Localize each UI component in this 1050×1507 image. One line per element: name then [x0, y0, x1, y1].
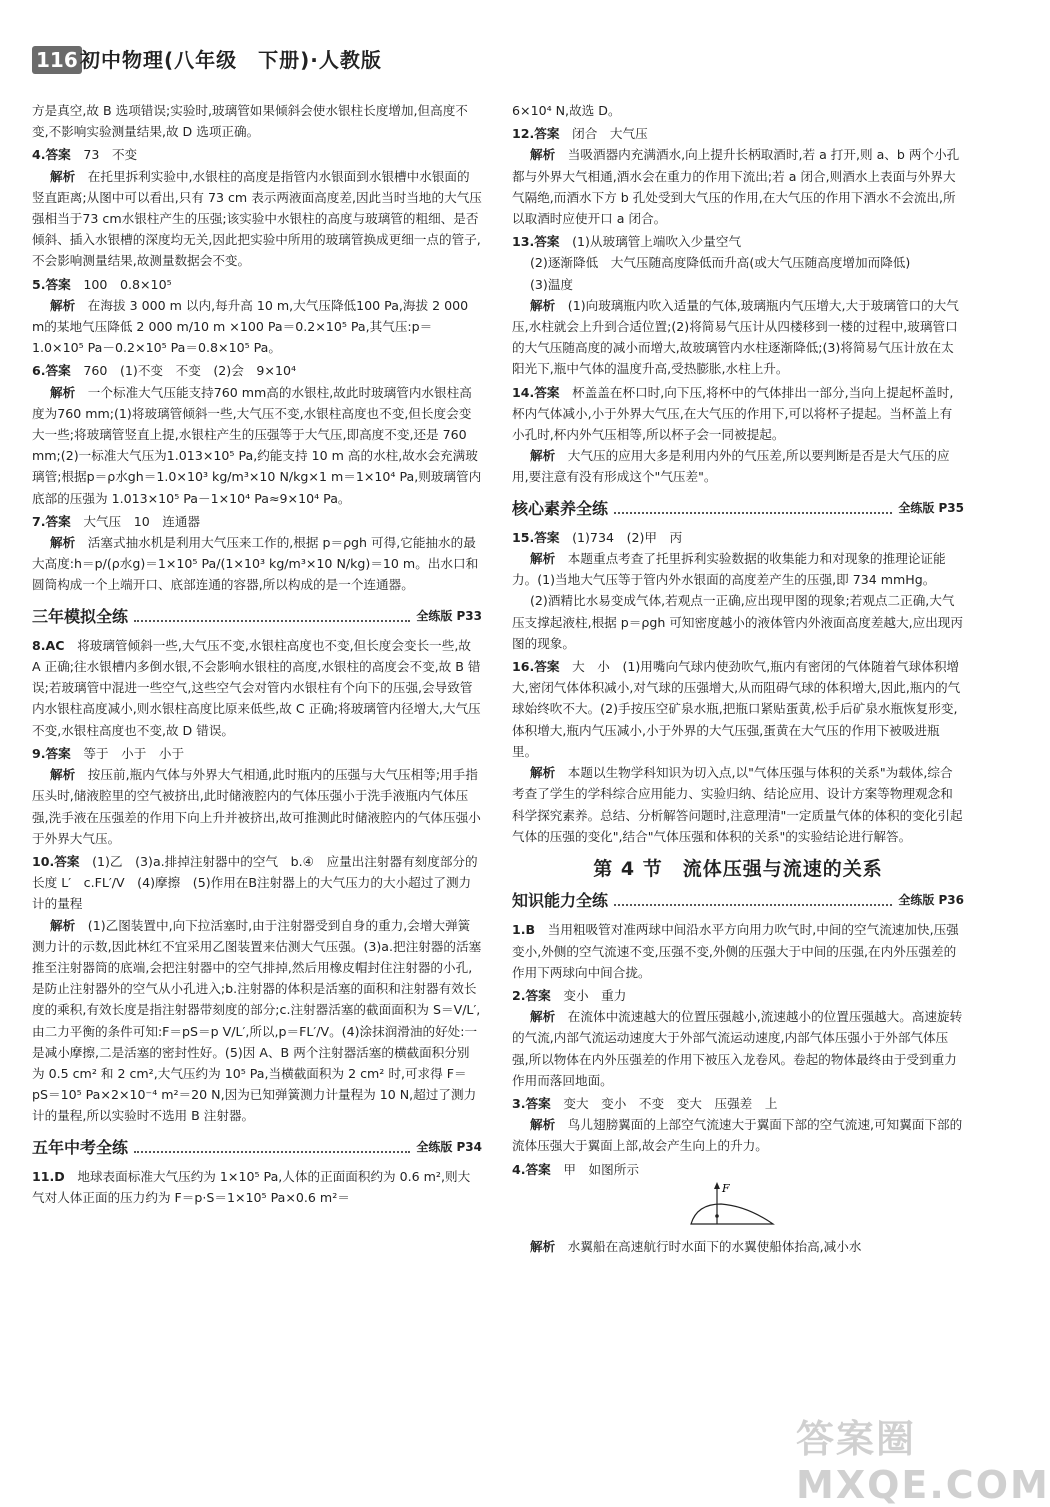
answer-item-4: 4.答案 73 不变 解析 在托里拆利实验中,水银柱的高度是指管内水银面到水银槽中水银面的竖直距离;从图中可以看出,只有 73 cm 表示两液面高度差,因此当时当地的大气压强相当于73 cm水银柱产生的压强;该实验中水银柱的高度与玻璃管的粗细、是否倾斜、插入水银槽的深度均无关,因此把实验中所用的玻璃管换成更细一点的管子,不会影响测量结果,故测量数据会不变。	[32, 147, 482, 269]
answer-item-11: 11.D 地球表面标准大气压约为 1×10⁵ Pa,人体的正面面积约为 0.6 m²,则大气对人体正面的压力约为 F＝p·S＝1×10⁵ Pa×0.6 m²＝	[32, 1168, 471, 1205]
answer-item-1: 1.B 当用粗吸管对准两球中间沿水平方向用力吹气时,中间的空气流速加快,压强变小,外侧的空气流速不变,压强不变,外侧的压强大于中间的压强,在内外压强差的作用下两球向中间合拢。	[512, 922, 959, 980]
answer-item-2: 2.答案 变小 重力 解析 在流体中流速越大的位置压强越小,流速越小的位置压强越大。高速旋转的气流,内部气流运动速度大于外部气流运动速度,内部气体压强小于外部气体压强,所以物体在内外压强差的作用下被压入龙卷风。卷起的物体最终由于受到重力作用而落回地面。	[512, 987, 963, 1088]
answer-item-5: 5.答案 100 0.8×10⁵ 解析 在海拔 3 000 m 以内,每升高 10 m,大气压降低100 Pa,海拔 2 000 m的某地气压降低 2 000 m/10 m ×100 Pa＝0.2×10⁵ Pa,其气压:p＝1.0×10⁵ Pa－0.2×10⁵ Pa＝0.8×10⁵ Pa。	[32, 276, 469, 356]
answer-item-6: 6.答案 760 (1)不变 不变 (2)会 9×10⁴ 解析 一个标准大气压能支持760 mm高的水银柱,故此时玻璃管内水银柱高度为760 mm;(1)将玻璃管倾斜一些,大气压不变,水银柱高度也不变,但长度会变大一些;将玻璃管竖直上提,水银柱产生的压强等于大气压,即高度不变,还是 760 mm;(2)一标准大气压为1.013×10⁵ Pa,约能支持 10 m 高的水柱,故水会充满玻璃管;根据p＝ρ水gh＝1.0×10³ kg/m³×10 N/kg×1 m＝1×10⁴ Pa,则玻璃管内底部的压强为 1.013×10⁵ Pa－1×10⁴ Pa≈9×10⁴ Pa。	[32, 363, 482, 506]
book-title: 初中物理(八年级 下册)·人教版	[80, 48, 382, 72]
section-header-zhishi: 知识能力全练 全练版 P36	[512, 891, 964, 911]
section-header-sannian: 三年模拟全练 全练版 P33	[32, 606, 482, 626]
section-header-hexin: 核心素养全练 全练版 P35	[512, 498, 964, 518]
answer-item-13: 13.答案 (1)从玻璃管上端吹入少量空气 (2)逐渐降低 大气压随高度降低而升高(或大气压随高度增加而降低) (3)温度 解析 (1)向玻璃瓶内吹入适量的气体,玻璃瓶内气压增大,大于玻璃管口的大气压,水柱就会上升到合适位置;(2)将简易气压计从四楼移到一楼的过程中,玻璃管口的大气压随高度的减小而增大,故玻璃管内水柱逐渐降低;(3)将简易气压计放在太阳光下,瓶中气体的温度升高,受热膨胀,水柱上升。	[512, 234, 959, 377]
answer-item-8: 8.AC 将玻璃管倾斜一些,大气压不变,水银柱高度也不变,但长度会变长一些,故 A 正确;往水银槽内多倒水银,不会影响水银柱的高度,水银柱的高度会不变,故 B 错误;若玻璃管中混进一些空气,这些空气会对管内水银柱有个向下的压强,会导致管内水银柱高度减小,则水银柱高度比原来低些,故 C 正确;将玻璃管内径增大,大气压不变,水银柱高度也不变,故 D 错误。	[32, 637, 481, 738]
left-column	[32, 100, 482, 1210]
hydrofoil-figure	[512, 1180, 964, 1236]
answer-paragraph: 方是真空,故 B 选项错误;实验时,玻璃管如果倾斜会使水银柱长度增加,但高度不变,不影响实验测量结果,故 D 选项正确。	[32, 103, 468, 140]
answer-item-15: 15.答案 (1)734 (2)甲 丙 解析 本题重点考查了托里拆利实验数据的收集能力和对现象的推理论证能力。(1)当地大气压等于管内外水银面的高度差产生的压强,即 734 mmHg。 (2)酒精比水易变成气体,若观点一正确,应出现甲图的现象;若观点二正确,大气压支撑起液柱,根据 p＝ρgh 可知密度越小的液体管内外液面高度差越大,应出现丙图的现象。	[512, 529, 963, 651]
watermark: 答案圈 MXQE.COM	[796, 1417, 1050, 1507]
answer-paragraph: 6×10⁴ N,故选 D。	[512, 103, 621, 118]
wing-diagram-icon	[687, 1180, 777, 1236]
answer-item-9: 9.答案 等于 小于 小于 解析 按压前,瓶内气体与外界大气相通,此时瓶内的压强与大气压相等;用手指压头时,储液腔里的空气被挤出,此时储液腔内的气体压强小于洗手液瓶内气体压强,洗手液在压强差的作用下向上升并被挤出,故可推测此时储液腔内的气体压强小于外界大气压。	[32, 745, 481, 846]
chapter-title: 第 4 节 流体压强与流速的关系	[593, 857, 883, 880]
answer-item-3: 3.答案 变大 变小 不变 变大 压强差 上 解析 鸟儿翅膀翼面的上部空气流速大于翼面下部的空气流速,可知翼面下部的流体压强大于翼面上部,故会产生向上的升力。	[512, 1095, 963, 1154]
answer-item-10: 10.答案 (1)乙 (3)a.排掉注射器中的空气 b.④ 应量出注射器有刻度部分的长度 L′ c.FL′/V (4)摩擦 (5)作用在B注射器上的大气压力的大小超过了测力计的量程 解析 (1)乙图装置中,向下拉活塞时,由于注射器受到自身的重力,会增大弹簧测力计的示数,因此林红不宜采用乙图装置来估测大气压强。(3)a.把注射器的活塞推至注射器筒的底端,会把注射器中的空气排掉,然后用橡皮帽封住注射器的小孔,是防止注射器外的空气从小孔进入;b.注射器的体积是活塞的面积和注射器有效长度的乘积,有效长度是指注射器带刻度的部分;c.注射器活塞的截面面积为 S＝V/L′,由二力平衡的条件可知:F＝pS＝p V/L′,所以,p＝FL′/V。(4)涂抹润滑油的好处:一是减小摩擦,二是活塞的密封性好。(5)因 A、B 两个注射器活塞的横截面积分别为 0.5 cm² 和 2 cm²,大气压约为 10⁵ Pa,当横截面积为 2 cm² 时,可求得 F＝pS＝10⁵ Pa×2×10⁻⁴ m²＝20 N,因为已知弹簧测力计量程为 10 N,超过了测力计的量程,所以实验时不选用 B 注射器。	[32, 853, 482, 1124]
answer-item-7: 7.答案 大气压 10 连通器 解析 活塞式抽水机是利用大气压来工作的,根据 p＝ρgh 可得,它能抽水的最大高度:h＝p/(ρ水g)＝1×10⁵ Pa/(1×10³ kg/m³×10 N/kg)＝10 m。出水口和圆筒构成一个上端开口、底部连通的容器,所以构成的是一个连通器。	[32, 513, 479, 593]
force-label: F	[722, 1181, 730, 1195]
right-column	[512, 100, 964, 1259]
page-header	[32, 42, 972, 82]
section-header-wunian: 五年中考全练 全练版 P34	[32, 1137, 482, 1157]
answer-item-14: 14.答案 杯盖盖在杯口时,向下压,将杯中的气体排出一部分,当向上提起杯盖时,杯内气体减小,小于外界大气压,在大气压的作用下,可以将杯子提起。当杯盖上有小孔时,杯内外气压相等,所以杯子会一同被提起。 解析 大气压的应用大多是利用内外的气压差,所以要判断是否是大气压的应用,要注意有没有形成这个"气压差"。	[512, 384, 954, 485]
answer-item-4: 4.答案 甲 如图所示 F 解析 水翼船在高速航行时水面下的水翼使船体抬高,减小水	[512, 1159, 964, 1257]
answer-item-16: 16.答案 大 小 (1)用嘴向气球内使劲吹气,瓶内有密闭的气体随着气球体积增大,密闭气体体积减小,对气球的压强增大,从而阻碍气球的体积增大,因此,瓶内的气球始终吹不大。(2)手按压空矿泉水瓶,把瓶口紧贴蛋黄,松手后矿泉水瓶恢复形变,体积增大,瓶内气压减小,小于外界的大气压强,蛋黄在大气压的作用下被吸进瓶里。 解析 本题以生物学科知识为切入点,以"气体压强与体积的关系"为载体,综合考查了学生的学科综合应用能力、实验归纳、结论应用、设计方案等物理观念和科学探究素养。总结、分析解答问题时,注意理清"一定质量气体的体积的变化引起气体的压强的变化",结合"气体压强和体积的关系"的实验结论进行解答。	[512, 659, 963, 844]
answer-item-12: 12.答案 闭合 大气压 解析 当吸酒器内充满酒水,向上提升长柄取酒时,若 a 打开,则 a、b 两个小孔都与外界大气相通,酒水会在重力的作用下流出;若 a 闭合,则酒水上表面与外界大气隔绝,而酒水下方 b 孔处受到大气压的作用,在大气压的作用下酒水不会流出,所以取酒时应使开口 a 闭合。	[512, 126, 960, 227]
page-number: 116	[32, 46, 82, 74]
